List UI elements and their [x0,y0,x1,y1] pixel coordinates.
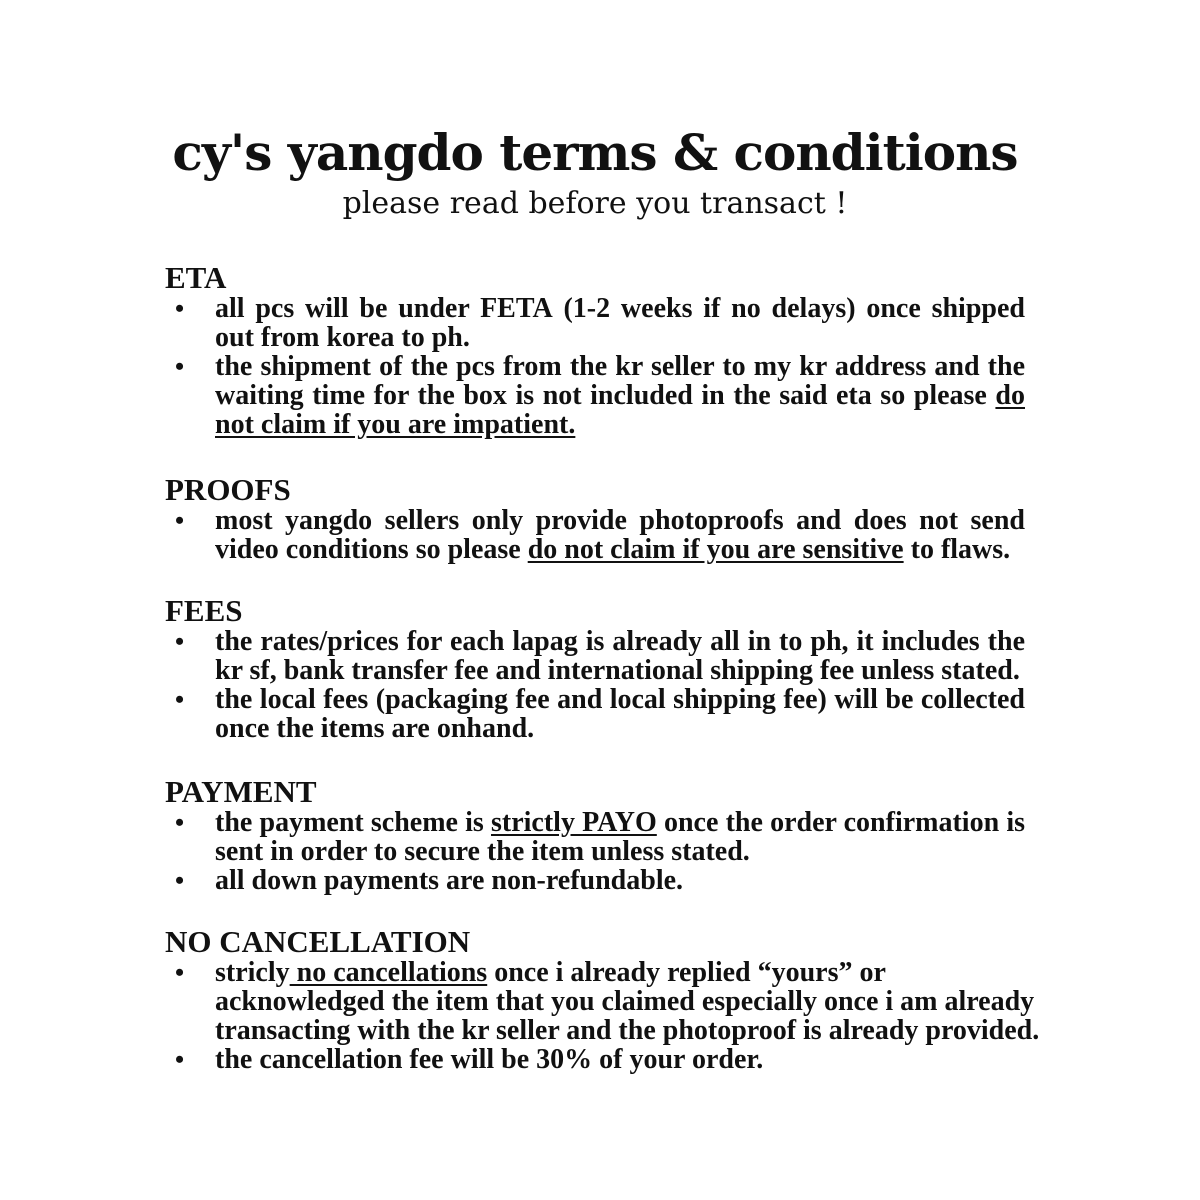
cancellation-item-1 [165,958,1045,1045]
proofs-item-1-underline: do not claim if you are sensitive [527,534,904,565]
section-heading-payment: PAYMENT [165,774,317,809]
bullet-icon: • [175,294,185,323]
bullet-icon: • [175,866,185,895]
eta-item-2 [165,352,1025,439]
payment-item-1-text: the payment scheme is [215,807,491,838]
cancellation-item-1-text-end: once i already replied “yours” or acknowledged the item that you claimed especially once i am already transacting with the kr seller and the photoproof is already provided. [215,957,1040,1046]
fees-item-2 [165,685,1025,743]
payment-item-1 [165,808,1025,866]
bullet-icon: • [175,1045,185,1074]
section-fees [165,595,1035,743]
payment-item-1-text-end: once the order confirmation is sent in order to secure the item unless stated. [215,807,1025,867]
fees-item-1-text: the rates/prices for each lapag is already all in to ph, it includes the kr sf, bank transfer fee and international shipping fee unless stated. [215,626,1025,686]
fees-item-1 [165,627,1025,685]
bullet-icon: • [175,685,185,714]
bullet-icon: • [175,627,185,656]
proofs-list [165,506,1035,564]
section-heading-fees: FEES [165,593,243,628]
payment-item-2-text: all down payments are non-refundable. [215,865,684,896]
payment-list [165,808,1035,895]
eta-item-1-text-end: (1-2 weeks if no delays) once shipped out from korea to ph. [215,293,1025,353]
payment-item-2 [165,866,1025,895]
bullet-icon: • [175,352,185,381]
proofs-item-1 [165,506,1025,564]
fees-list [165,627,1035,743]
eta-item-1 [165,294,1025,352]
section-eta [165,262,1035,439]
proofs-item-1-text-end: to flaws. [903,534,1011,565]
section-heading-no-cancellation: NO CANCELLATION [165,924,471,959]
page-subtitle: please read before you transact ! [342,186,848,221]
bullet-icon: • [175,808,185,837]
bullet-icon: • [175,958,185,987]
cancellation-list [165,957,1040,1075]
section-heading-eta: ETA [165,260,227,295]
section-payment [165,776,1035,895]
cancellation-item-1-underline: no cancellations [289,957,488,988]
payment-item-1-underline: strictly PAYO [491,807,657,838]
eta-item-2-text: the shipment of the pcs from the kr seller to my kr address and the waiting time for the box is not included in the said eta so please [215,351,1025,411]
cancellation-item-2-text: the cancellation fee will be 30% of your order. [215,1044,764,1075]
cancellation-item-2 [165,1045,1045,1074]
bullet-icon: • [175,506,185,535]
page-title: cy's yangdo terms & conditions [172,123,1018,182]
cancellation-item-1-text: stricly [215,957,290,988]
eta-item-2-underline: do not claim if you are impatient. [215,380,1025,440]
eta-list [165,294,1035,439]
fees-item-2-text: the local fees (packaging fee and local shipping fee) will be collected once the items are onhand. [215,684,1025,744]
proofs-item-1-text: most yangdo sellers only provide photoproofs and does not send video conditions so please [215,505,1025,565]
section-no-cancellation [165,924,1040,1075]
section-proofs [165,474,1035,564]
eta-item-1-bold: FETA [480,293,553,324]
section-heading-proofs: PROOFS [165,472,291,507]
eta-item-1-text: all pcs will be under [215,293,481,324]
